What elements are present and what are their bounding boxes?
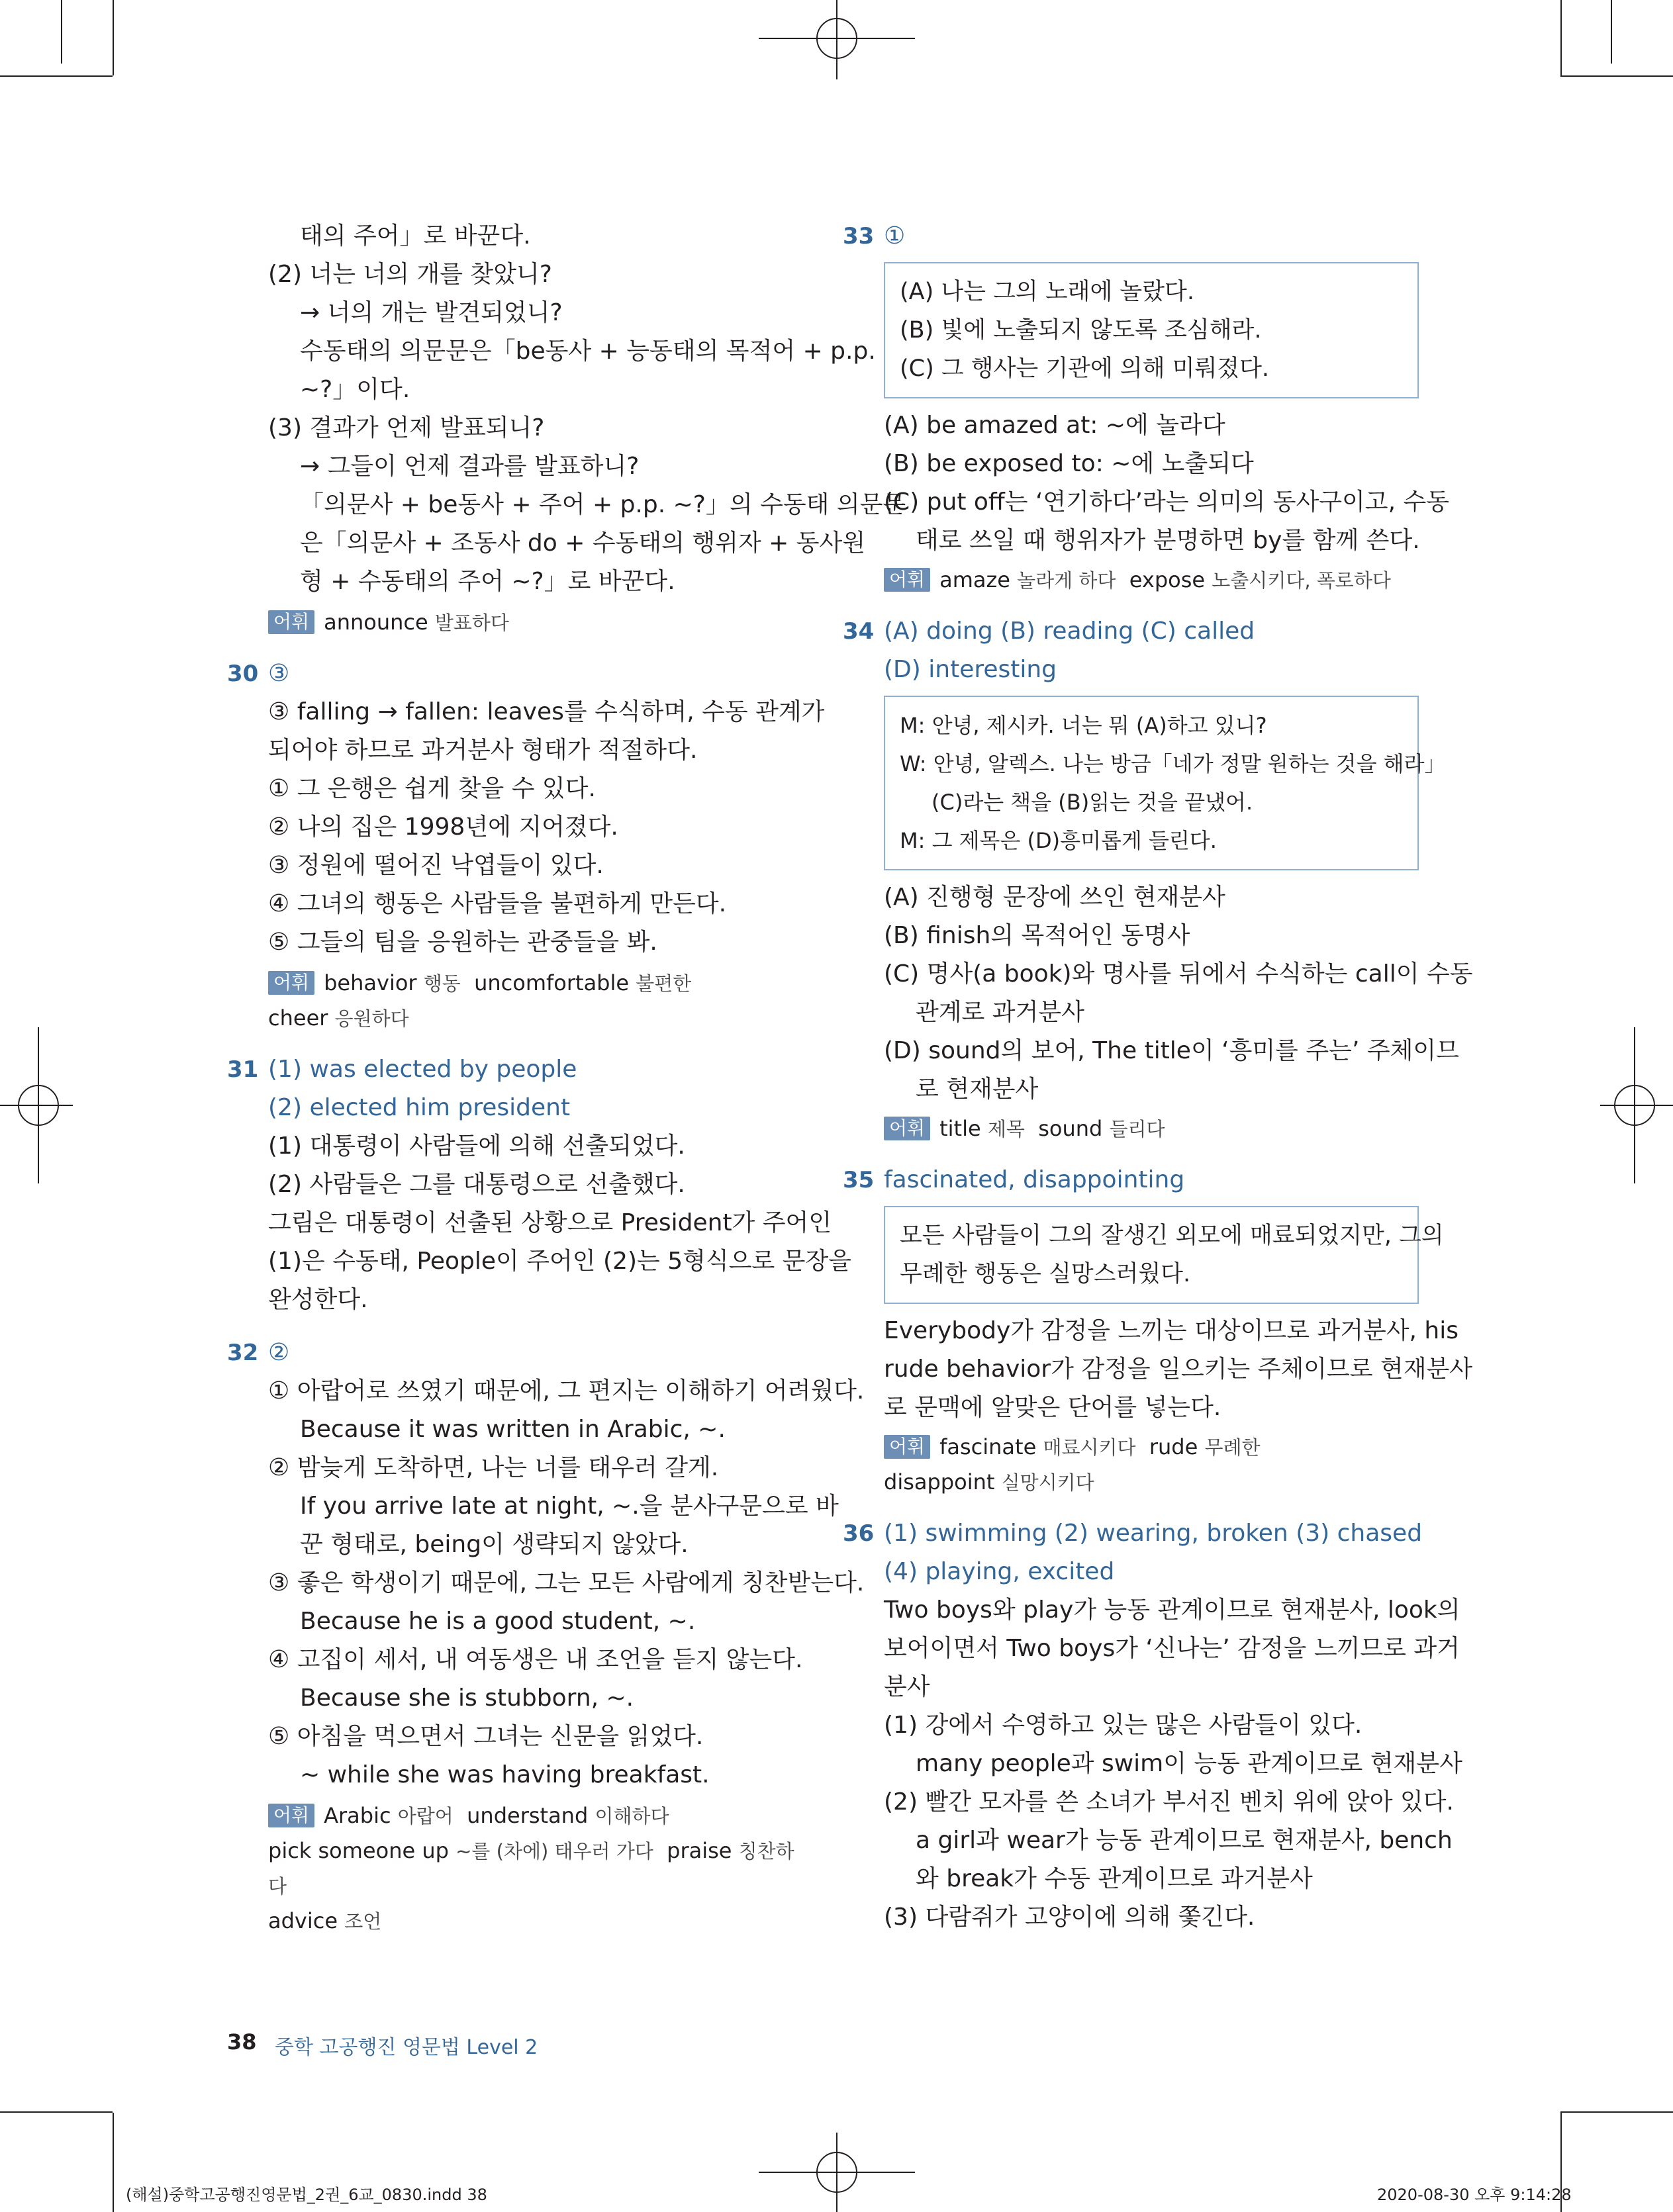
item-label: (3) 결과가 언제 발표되니? <box>268 414 545 441</box>
text-line: rude behavior가 감정을 일으키는 주체이므로 현재분사 <box>884 1356 1473 1383</box>
question-number: 30 <box>227 661 259 687</box>
question-number: 33 <box>843 223 875 250</box>
option-line: ② 나의 집은 1998년에 지어졌다. <box>268 813 618 841</box>
vocab-meaning: 들리다 <box>1109 1118 1165 1140</box>
box-line: (C) 그 행사는 기관에 의해 미뤄졌다. <box>900 355 1270 382</box>
vocab-meaning: 노출시키다, 폭로하다 <box>1212 569 1391 592</box>
crop-mark <box>113 0 114 75</box>
vocab-row <box>268 1904 798 1939</box>
vocab-word: sound <box>1038 1116 1103 1141</box>
answer: (D) interesting <box>884 656 1057 683</box>
vocab-tag: 어휘 <box>268 1804 314 1827</box>
crop-mark <box>1560 2111 1673 2113</box>
vocab-meaning: 놀라게 하다 <box>1017 569 1116 592</box>
vocab-word: Arabic <box>324 1803 391 1828</box>
slug-date: 2020-08-30 오후 9:14:28 <box>1377 2186 1572 2204</box>
box-line: (A) 나는 그의 노래에 놀랐다. <box>900 279 1194 305</box>
question-34 <box>843 612 1473 1146</box>
right-column <box>843 217 1473 1937</box>
text-line: 완성한다. <box>268 1286 368 1313</box>
box-line: 무례한 행동은 실망스러웠다. <box>900 1261 1191 1287</box>
vocab-word: advice <box>268 1908 338 1933</box>
answer: ① <box>884 222 906 250</box>
answer: ③ <box>268 660 290 687</box>
option-line: ③ 좋은 학생이기 때문에, 그는 모든 사람에게 칭찬받는다. <box>268 1569 865 1596</box>
text-line: (C) put off는 ‘연기하다’라는 의미의 동사구이고, 수동 <box>884 488 1450 516</box>
text-line: 로 현재분사 <box>916 1076 1039 1103</box>
registration-mark-left <box>0 1027 73 1183</box>
vocab-meaning: 행동 <box>423 972 461 995</box>
vocab-tag: 어휘 <box>268 971 314 995</box>
vocab-tag: 어휘 <box>884 1117 930 1140</box>
text-line: (A) be amazed at: ~에 놀라다 <box>884 412 1225 439</box>
option-line: ④ 고집이 세서, 내 여동생은 내 조언을 듣지 않는다. <box>268 1646 803 1673</box>
vocab-meaning: 아랍어 <box>397 1805 454 1827</box>
dialogue-box <box>884 696 1446 870</box>
vocab-meaning: 불편한 <box>636 972 692 995</box>
question-35 <box>843 1161 1473 1500</box>
translation-box <box>884 262 1419 398</box>
question-30 <box>227 655 825 1036</box>
text-line: (1)은 수동태, People이 주어인 (2)는 5형식으로 문장을 <box>268 1248 852 1275</box>
answer: (1) was elected by people <box>268 1056 577 1083</box>
vocab-word: fascinate <box>939 1434 1037 1459</box>
text-line: (D) sound의 보어, The title이 ‘흥미를 주는’ 주체이므 <box>884 1037 1459 1064</box>
option-line: ⑤ 아침을 먹으면서 그녀는 신문을 읽었다. <box>268 1723 704 1750</box>
vocab-meaning: 칭찬하다 <box>268 1840 794 1898</box>
question-number: 31 <box>227 1056 259 1083</box>
answer: (4) playing, excited <box>884 1558 1115 1585</box>
answer: (1) swimming (2) wearing, broken (3) chased <box>884 1520 1423 1547</box>
vocab-tag: 어휘 <box>268 610 314 634</box>
vocab-word: rude <box>1149 1434 1198 1459</box>
text-line: 분사 <box>884 1673 930 1700</box>
text-line: 태의 주어」로 바꾼다. <box>300 222 531 250</box>
text-line: Because she is stubborn, ~. <box>300 1684 634 1712</box>
registration-mark-bottom <box>759 2133 915 2212</box>
vocab-word: expose <box>1129 567 1206 592</box>
vocab-word: praise <box>667 1838 732 1863</box>
vocab-meaning: 발표하다 <box>434 612 509 634</box>
option-line: ① 그 은행은 쉽게 찾을 수 있다. <box>268 775 596 802</box>
vocab-meaning: ~를 (차에) 태우러 가다 <box>455 1840 653 1863</box>
question-number: 34 <box>843 618 875 645</box>
question-31 <box>227 1050 852 1319</box>
text-line: 와 break가 수동 관계이므로 과거분사 <box>916 1865 1313 1892</box>
slug-file: (해설)중학고공행진영문법_2권_6교_0830.indd 38 <box>126 2186 487 2204</box>
registration-mark-top <box>759 0 915 79</box>
vocab-row <box>268 966 798 1001</box>
vocab-word: understand <box>467 1803 589 1828</box>
vocab-meaning: 무례한 <box>1204 1436 1261 1459</box>
question-36 <box>843 1514 1462 1937</box>
text-line: (A) 진행형 문장에 쓰인 현재분사 <box>884 884 1225 911</box>
translation-box <box>884 1206 1444 1304</box>
page-number: 38 <box>227 2029 257 2054</box>
text-line: a girl과 wear가 능동 관계이므로 현재분사, bench <box>916 1827 1453 1854</box>
text-line: 수동태의 의문문은「be동사 + 능동태의 목적어 + p.p. <box>300 338 876 365</box>
text-line: Everybody가 감정을 느끼는 대상이므로 과거분사, his <box>884 1317 1458 1344</box>
text-line: (2) 사람들은 그를 대통령으로 선출했다. <box>268 1171 685 1198</box>
vocab-meaning: 이해하다 <box>595 1805 669 1827</box>
vocab-word: uncomfortable <box>474 970 630 995</box>
box-line: W: 안녕, 알렉스. 나는 방금「네가 정말 원하는 것을 해라」 <box>900 751 1446 776</box>
box-line: (C)라는 책을 (B)읽는 것을 끝냈어. <box>932 790 1253 815</box>
box-line: 모든 사람들이 그의 잘생긴 외모에 매료되었지만, 그의 <box>900 1222 1444 1249</box>
text-line: 은「의문사 + 조동사 do + 수동태의 행위자 + 동사원 <box>300 530 866 557</box>
crop-mark <box>1560 0 1562 75</box>
crop-mark <box>0 2111 113 2113</box>
text-line: → 그들이 언제 결과를 발표하니? <box>300 453 640 480</box>
text-line: 「의문사 + be동사 + 주어 + p.p. ~?」의 수동태 의문문 <box>300 491 906 518</box>
option-line: ⑤ 그들의 팀을 응원하는 관중들을 봐. <box>268 929 657 956</box>
box-line: M: 그 제목은 (D)흥미롭게 들린다. <box>900 828 1217 853</box>
text-line: 관계로 과거분사 <box>916 999 1084 1026</box>
vocab-word: behavior <box>324 970 417 995</box>
answer: (2) elected him president <box>268 1094 571 1121</box>
text-line: ~?」이다. <box>300 376 410 403</box>
text-line: 태로 쓰일 때 행위자가 분명하면 by를 함께 쓴다. <box>916 527 1420 554</box>
answer: fascinated, disappointing <box>884 1166 1185 1193</box>
crop-mark <box>1611 0 1612 64</box>
vocab-word: pick someone up <box>268 1838 449 1863</box>
crop-mark <box>1560 75 1673 77</box>
registration-mark-right <box>1600 1027 1673 1183</box>
text-line: ~ while she was having breakfast. <box>300 1761 710 1788</box>
item-label: (2) 빨간 모자를 쓴 소녀가 부서진 벤치 위에 앉아 있다. <box>884 1788 1454 1816</box>
question-number: 35 <box>843 1167 875 1193</box>
item-label: (2) 너는 너의 개를 찾았니? <box>268 261 552 288</box>
vocab-meaning: 응원하다 <box>334 1007 409 1030</box>
vocab-word: disappoint <box>884 1469 995 1495</box>
answer: ② <box>268 1339 290 1366</box>
text-line: Because it was written in Arabic, ~. <box>300 1416 726 1443</box>
box-line: M: 안녕, 제시카. 너는 뭐 (A)하고 있니? <box>900 713 1267 738</box>
vocab-row <box>884 1111 1413 1146</box>
vocab-row <box>268 1833 798 1904</box>
crop-mark <box>0 75 113 77</box>
text-line: (1) 대통령이 사람들에 의해 선출되었다. <box>268 1132 685 1160</box>
vocab-meaning: 제목 <box>987 1118 1025 1140</box>
vocab-word: cheer <box>268 1005 328 1031</box>
vocab-meaning: 매료시키다 <box>1043 1436 1136 1459</box>
text-line: 형 + 수동태의 주어 ~?」로 바꾼다. <box>300 568 675 595</box>
text-line: 보어이면서 Two boys가 ‘신나는’ 감정을 느끼므로 과거 <box>884 1635 1460 1662</box>
vocab-meaning: 조언 <box>344 1910 382 1933</box>
question-number: 36 <box>843 1520 875 1547</box>
crop-mark <box>113 2113 114 2212</box>
vocab-word: announce <box>324 610 428 635</box>
vocab-word: amaze <box>939 567 1010 592</box>
option-line: ① 아랍어로 쓰였기 때문에, 그 편지는 이해하기 어려웠다. <box>268 1377 865 1405</box>
item-label: (1) 강에서 수영하고 있는 많은 사람들이 있다. <box>884 1712 1362 1739</box>
vocab-tag: 어휘 <box>884 568 930 592</box>
text-line: (B) finish의 목적어인 동명사 <box>884 922 1190 949</box>
vocab-word: title <box>939 1116 981 1141</box>
vocab-row <box>268 1001 798 1036</box>
vocab-row <box>268 605 798 640</box>
question-number: 32 <box>227 1340 259 1366</box>
text-line: 되어야 하므로 과거분사 형태가 적절하다. <box>268 737 698 764</box>
text-line: (B) be exposed to: ~에 노출되다 <box>884 450 1254 477</box>
vocab-row <box>884 563 1413 598</box>
text-line: Because he is a good student, ~. <box>300 1608 696 1635</box>
vocab-row <box>884 1430 1413 1465</box>
box-line: (B) 빛에 노출되지 않도록 조심해라. <box>900 317 1262 344</box>
text-line: (C) 명사(a book)와 명사를 뒤에서 수식하는 call이 수동 <box>884 960 1473 988</box>
vocab-meaning: 실망시키다 <box>1001 1471 1094 1494</box>
crop-mark <box>61 0 62 64</box>
option-line: ② 밤늦게 도착하면, 나는 너를 태우러 갈게. <box>268 1454 719 1481</box>
answer: (A) doing (B) reading (C) called <box>884 618 1255 645</box>
text-line: If you arrive late at night, ~.을 분사구문으로 바 <box>300 1493 839 1520</box>
vocab-tag: 어휘 <box>884 1435 930 1459</box>
question-33 <box>843 217 1450 598</box>
text-line: Two boys와 play가 능동 관계이므로 현재분사, look의 <box>884 1596 1460 1624</box>
option-line: ④ 그녀의 행동은 사람들을 불편하게 만든다. <box>268 890 727 917</box>
text-line: 로 문맥에 알맞은 단어를 넣는다. <box>884 1394 1221 1421</box>
item-label: (3) 다람쥐가 고양이에 의해 쫓긴다. <box>884 1904 1255 1931</box>
text-line: many people과 swim이 능동 관계이므로 현재분사 <box>916 1750 1462 1777</box>
option-line: ③ 정원에 떨어진 낙엽들이 있다. <box>268 852 604 879</box>
text-line: 그림은 대통령이 선출된 상황으로 President가 주어인 <box>268 1209 832 1236</box>
text-line: 꾼 형태로, being이 생략되지 않았다. <box>300 1531 689 1558</box>
text-line: → 너의 개는 발견되었니? <box>300 299 563 326</box>
text-line: ③ falling → fallen: leaves를 수식하며, 수동 관계가 <box>268 698 825 725</box>
vocab-row <box>884 1465 1413 1500</box>
vocab-row <box>268 1798 798 1833</box>
book-title: 중학 고공행진 영문법 Level 2 <box>275 2036 538 2059</box>
